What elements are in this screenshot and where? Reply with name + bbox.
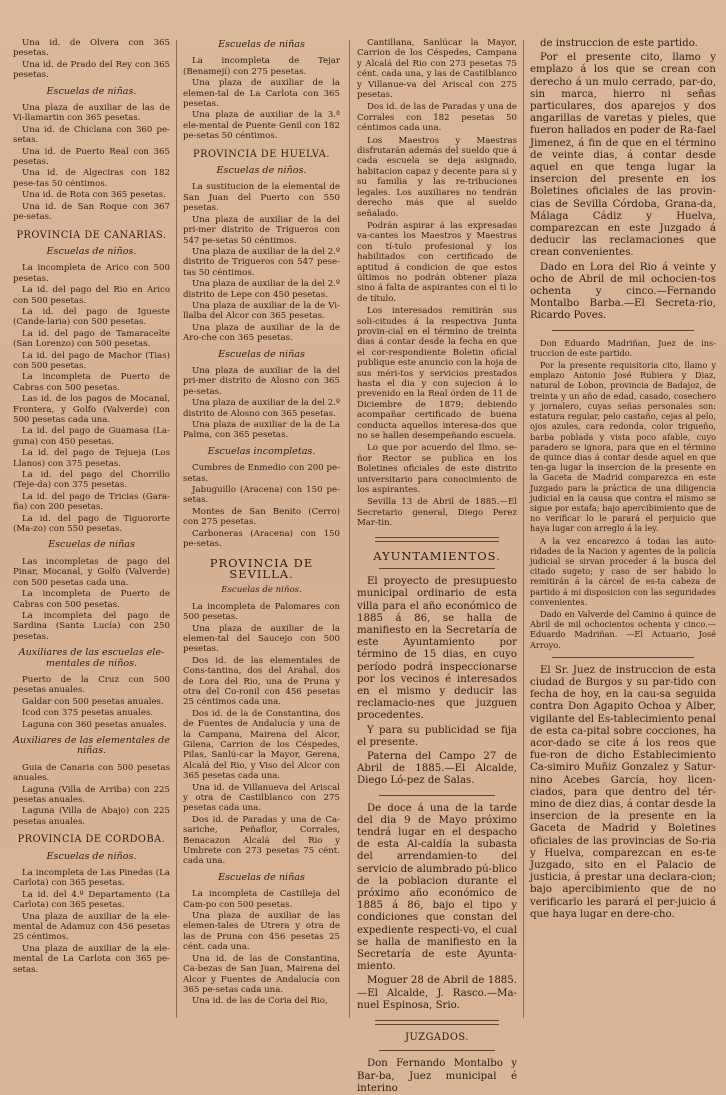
list-item: Una id. de San Roque con 367 pe-setas.	[13, 201, 170, 223]
section-heading: JUZGADOS.	[405, 1032, 469, 1043]
signature: Moguer 28 de Abril de 1885. —El Alcalde, J. Rasco.—Ma-nuel Espinosa, Srio.	[357, 975, 517, 1011]
section-heading: Escuelas de niños.	[46, 245, 137, 257]
list-item: Una plaza de auxiliar de las elemen-tales de Utrera y otra de las de Pruna con 456 pesetas 25 cént. cada una.	[183, 911, 340, 953]
list-item: Una plaza de auxiliar de la ele-mental de Adamuz con 456 pesetas 25 céntimos.	[13, 911, 170, 943]
province-heading: PROVINCIA DE SEVILLA.	[209, 556, 314, 581]
paragraph: de instruccion de este partido.	[540, 38, 698, 49]
paragraph: Por la presente requisitoria cito, llamo y emplazo Antonio José Rubiera y Diaz, natural de Lobon, provincia de Badajoz, de treinta y un año de edad, casado, cosechero y jornalero, cuyas señas personales son: estatura regular, pelo castaño, cejas al pelo, ojos azules, cara redonda, color trigueño, barba poblada y vista poco afable, cuyo paradero se ignora, para que en el término de quince dias á contar desde aquel en que ten-ga lugar la insercion de la presente en la Gaceta de Madrid comparezca en este Juzgado para la práctica de una diligencia judicial en la causa que contra el mismo se sigue por estafa; bajo apercibimiento que de no verificar lo le parará el perjuicio que haya lugar con arreglo á la ley.	[530, 360, 716, 534]
list-item: Una id. de Puerto Real con 365 pesetas.	[13, 146, 170, 168]
paragraph: Lo que por acuerdo del Ilmo. se-ñor Rector se publica en los Boletines oficiales de este distrito universitario para conocimiento de los aspirantes.	[357, 443, 517, 496]
list-item: Una plaza de auxiliar de la del pri-mer distrito de Alosno con 365 pe-setas.	[183, 365, 340, 397]
divider	[375, 1020, 499, 1025]
paragraph: Cantillana, Sanlúcar la Mayor, Carrion de los Céspedes, Campana y Alcalá del Rio con 273 pesetas 75 cént. cada una, y las de Castilblanco y Villanue-va del Ariscal con 275 pesetas.	[357, 38, 517, 101]
list-item: Laguna con 360 pesetas anuales.	[22, 719, 167, 730]
list-item: La incompleta de Puerto de Cabras con 500 pesetas.	[13, 372, 170, 393]
list-item: La id. del 4.º Departamento (La Carlota) con 365 pesetas.	[13, 889, 170, 911]
list-item: Dos id. de la de Constantina, dos de Fuentes de Andalucía y una de la Campana, Mairena del Alcor, Gilena, Carrion de los Céspedes, Pilas, Sanlú-car la Mayor, Gerena, Alcalá del Rio, y Viso del Alcor con 365 pesetas cada una.	[183, 708, 340, 782]
list-item: Una plaza de auxiliar de la del 2.º distrito de Lepe con 450 pesetas.	[183, 279, 340, 300]
list-item: Puerto de la Cruz con 500 pesetas anuales.	[13, 674, 170, 696]
list-item: Una plaza de auxiliar de la de Aro-che con 365 pesetas.	[183, 322, 340, 344]
list-item: Laguna (Villa de Arriba) con 225 pesetas anuales.	[13, 784, 170, 805]
list-item: Una plaza de auxiliar de la elemen-tal del Saucejo con 500 pesetas.	[183, 623, 340, 655]
list-item: La id. del pago del Chorrillo (Teje-da) con 375 pesetas.	[13, 470, 170, 491]
province-heading: PROVINCIA DE CORDOBA.	[17, 834, 166, 846]
column-3	[357, 38, 517, 1094]
list-item: Una id. de Chiclana con 360 pe-setas.	[13, 124, 170, 146]
list-item: La id. del pago de Igueste (Cande-laria) con 500 pesetas.	[13, 306, 170, 328]
paragraph: Por el presente cito, llamo y emplazo á los que se crean con derecho á un mulo cerrado, par-do, sin marca, hierro ni señas particulares, dos aparejos y dos angarillas de varetas y pieles, que fueron hallados en poder de Ra-fael Jimenez, á fin de que en el término de veinte dias, á contar desde aquel en que tenga lugar la insercion del presente en los Boletines oficiales de las provin-cias de Sevilla Córdoba, Grana-da, Málaga Cádiz y Huelva, comparezcan en este Juzgado á deducir las reclamaciones que crean convenientes.	[530, 52, 716, 259]
list-item: Una plaza de auxiliar de las de Vi-llamartin con 365 pesetas.	[13, 103, 170, 124]
list-item: La incompleta de Las Pinedas (La Carlota) con 365 pesetas.	[13, 868, 170, 889]
list-item: Una plaza de auxiliar de la del 2.º distrito de Trigueros con 547 pese-tas 50 céntimos.	[183, 246, 340, 278]
list-item: Jabuguillo (Aracena) con 150 pe-setas.	[183, 485, 340, 506]
paragraph: Los interesados remitirán sus soli-citudes á la respectiva Junta provin-cial en el término de treinta dias á contar desde la fecha en que el cor-respondiente Boletin oficial publique este anuncio con la hoja de sus méri-tos y servicios prestados hasta el dia y con sujecion á lo prevenido en la Real órden de 11 de Diciembre de 1879; debiendo acompañar certificado de buena conducta aquellos interesa-dos que no se hallen desempeñando escuela.	[357, 306, 517, 442]
list-item: Carboneras (Aracena) con 150 pe-setas.	[183, 528, 340, 550]
list-item: Guia de Canaria con 500 pesetas anuales.	[13, 762, 170, 784]
list-item: Una plaza de auxiliar de la elemen-tal de La Carlota con 365 pesetas.	[183, 78, 340, 110]
list-item: La id. del pago de Guamasa (La-guna) con 450 pesetas.	[13, 426, 170, 447]
column-rule	[176, 40, 177, 1018]
list-item: Una plaza de auxiliar de la 3.ª ele-mental de Puente Genil con 182 pe-setas 50 céntimos.	[183, 110, 340, 142]
section-heading: Escuelas incompletas.	[207, 445, 316, 457]
section-heading: Escuelas de niños.	[221, 585, 302, 596]
list-item: Una plaza de auxiliar de la ele-mental de La Carlota con 365 pe-setas.	[13, 943, 170, 975]
paragraph: Los Maestros y Maestras disfrutarán además del sueldo que á cada escuela se deja asignado, habitacion capaz y decente para si y su familia y las re-tribuciones legales. Los auxiliares no tendrán derecho más que al sueldo señalado.	[357, 135, 517, 219]
divider	[552, 330, 694, 331]
column-2	[183, 38, 340, 1022]
paragraph: Don Fernando Montalbo y Bar-ba, Juez municipal é interino	[357, 1058, 517, 1094]
list-item: Laguna (Villa de Abajo) con 225 pesetas anuales.	[13, 806, 170, 827]
list-item: Una id. de Rota con 365 pesetas.	[22, 190, 166, 201]
section-heading: Escuelas de niñas	[218, 348, 305, 360]
list-item: Montes de San Benito (Cerro) con 275 pesetas.	[183, 506, 340, 528]
list-item: Dos id. de Paradas y una de Ca-sariche, Peñaflor, Corrales, Benacazon Alcalá del Rio y Umbrete con 273 pesetas 75 cént. cada una.	[183, 814, 340, 867]
list-item: La id. del pago de Tricias (Gara-fia) con 200 pesetas.	[13, 491, 170, 513]
paragraph: A la vez encarezco á todas las auto-ridades de la Nacion y agentes de la policía judicial se sirvan proceder á la busca del citado sugeto; y caso de ser habido lo remitirán á la cárcel de es-ta cabeza de partido á mi disposicion con las seguridades convenientes.	[530, 535, 716, 607]
list-item: La incompleta del pago de Sardina (Santa Lucía) con 250 pesetas.	[13, 610, 170, 642]
list-item: Una id. de Prado del Rey con 365 pesetas.	[13, 59, 170, 81]
signature: Dado en Valverde del Camino á quince de Abril de mil ochocientos ochenta y cinco.—Eduardo Madriñan. —El Actuario, José Arroyo.	[530, 608, 716, 650]
divider	[375, 537, 499, 542]
paragraph: Podrán aspirar á las expresadas va-cantes los Maestros y Maestras con tí-tulo profesional y los habilitados con certificado de aptitud á condicion de que estos últimos no podrán obtener plaza sino á falta de aspirantes con el ti lo de título.	[357, 220, 517, 304]
section-heading: Escuelas de niños.	[46, 850, 137, 862]
list-item: La incompleta de Tejar (Benamejí) con 275 pesetas.	[183, 56, 340, 77]
list-item: La incompleta de Arico con 500 pesetas.	[13, 263, 170, 284]
section-heading: Escuelas de niñas	[218, 871, 305, 883]
paragraph: Y para su publicidad se fija el presente.	[357, 724, 517, 748]
divider	[379, 568, 495, 569]
section-heading: AYUNTAMIENTOS.	[373, 548, 501, 563]
list-item: Una plaza de auxiliar de la de La Palma, con 365 pesetas.	[183, 420, 340, 441]
list-item: La id. del pago de Tejueja (Los Llanos) con 375 pesetas.	[13, 448, 170, 469]
section-heading: Auxiliares de las elementales de niñas.	[13, 734, 170, 757]
list-item: Galdar con 500 pesetas anuales.	[22, 696, 164, 707]
list-item: Una id. de Olvera con 365 pesetas.	[13, 38, 170, 59]
section-heading: Escuelas de niñas.	[46, 85, 137, 97]
list-item: Una plaza de auxiliar de la de Vi-llalba del Alcor con 365 pesetas.	[183, 300, 340, 322]
column-4	[530, 38, 716, 1022]
paragraph: El proyecto de presupuesto municipal ordinario de esta villa para el año económico de 1885 á 86, se halla de manifiesto en la Secretaría de este Ayuntamiento por término de 15 dias, en cuyo período podrá inspeccionarse por los vecinos é interesados en el mismo y deducir las reclamacio-nes que juzguen procedentes.	[357, 576, 517, 722]
list-item: Una id. de las de Constantina, Ca-bezas de San Juan, Mairena del Alcor y Fuentes de Andalucía con 365 pe-setas cada una.	[183, 953, 340, 995]
list-item: La id. del pago del Rio en Arico con 500 pesetas.	[13, 285, 170, 306]
column-1	[13, 38, 170, 1022]
list-item: Una id. de las de Coria del Rio,	[192, 996, 328, 1007]
list-item: La incompleta de Palomares con 500 pesetas.	[183, 601, 340, 623]
signature: Paterna del Campo 27 de Abril de 1885.—El Alcalde, Diego Ló-pez de Salas.	[357, 750, 517, 787]
list-item: Cumbres de Enmedio con 200 pe-setas.	[183, 463, 340, 484]
section-heading: Escuelas de niños.	[216, 165, 307, 177]
divider	[379, 1050, 495, 1051]
list-item: La incompleta de Castilleja del Cam-po con 500 pesetas.	[183, 889, 340, 910]
paragraph: De doce á una de la tarde del dia 9 de Mayo próximo tendrá lugar en el despacho de esta Al-caldía la subasta del arrendamien-to del servicio de alumbrado pú-blico de la poblacion durante el próximo año económico de 1885 á 86, bajo el tipo y condiciones que constan del expediente respecti-vo, el cual se halla de manifiesto en la Secretaría de este Ayunta-miento.	[357, 802, 517, 973]
list-item: Icod con 375 pesetas anuales.	[22, 708, 154, 719]
list-item: Una id. de Villanueva del Ariscal y otra de Castilblanco con 275 pesetas cada una.	[183, 782, 340, 814]
signature: Sevilla 13 de Abril de 1885.—El Secretario general, Diego Perez Mar-tin.	[357, 497, 517, 529]
list-item: Una plaza de auxiliar de la del 2.º distrito de Alosno con 365 pesetas.	[183, 398, 340, 419]
divider	[552, 657, 694, 658]
list-item: La id. del pago de Tamaracelte (San Lorenzo) con 500 pesetas.	[13, 328, 170, 350]
list-item: La id. del pago de Tiguororte (Ma-zo) con 550 pesetas.	[13, 513, 170, 535]
paragraph: Don Eduardo Madriñan, Juez de ins-truccion de este partido.	[530, 337, 716, 358]
list-item: Dos id. de las elementales de Cons-tantina, dos del Arahal, dos de Lora del Rio, una de Pruna y otra del Co-ronil con 456 pesetas 25 céntimos cada una.	[183, 655, 340, 708]
divider	[379, 795, 495, 796]
paragraph: El Sr. Juez de instruccion de esta ciudad de Burgos y su par-tido con fecha de hoy, en la cau-sa seguida contra Don Agapito Ochoa y Alber, vigilante del Es-tablecimiento penal de esta ca-pital sobre cocciones, ha acor-dado se cite á los reos que fue-ron de dicho Establecimiento Ca-simiro Muñiz Gonzalez y Satur-nino Acebes García, hoy licen-ciados, para que dentro del tér-mino de diez dias, á contar desde la insercion de la presente en la Gaceta de Madrid y Boletines oficiales de las provincias de So-ria y Huelva, comparezcan en es-te Juzgado, sito en el Palacio de justicia, á prestar una declara-cion; bajo apercibimiento que de no verificarlo les parará el per-juicio á que haya lugar en dere-cho.	[530, 664, 716, 920]
list-item: Una plaza de auxiliar de la del pri-mer distrito de Trigueros con 547 pe-setas 50 céntimos.	[183, 214, 340, 246]
province-heading: PROVINCIA DE CANARIAS.	[16, 229, 167, 241]
list-item: La sustitucion de la elemental de San Juan del Puerto con 550 pesetas.	[183, 182, 340, 214]
province-heading: PROVINCIA DE HUELVA.	[193, 148, 330, 160]
list-item: Las incompletas de pago del Pinar, Mocanal, y Golfo (Valverde) con 500 pesetas cada una.	[13, 556, 170, 588]
list-item: Una id. de Algeciras con 182 pese-tas 50 céntimos.	[13, 168, 170, 189]
section-heading: Escuelas de niñas	[218, 39, 305, 50]
signature: Dado en Lora del Rio á veinte y ocho de Abril de mil ochocien-tos ochenta y cinco.—Fernando Montalbo Barba.—El Secreta-rio, Ricardo Poves.	[530, 261, 716, 322]
list-item: La incompleta de Puerto de Cabras con 500 pesetas.	[13, 589, 170, 610]
section-heading: Auxiliares de las escuelas ele-mentales de niños.	[18, 647, 165, 669]
column-rule	[349, 40, 350, 1018]
column-rule	[523, 40, 524, 1018]
list-item: Las id. de los pagos de Mocanal, Frontera, y Golfo (Valverde) con 500 pesetas cada una.	[13, 394, 170, 425]
paragraph: Dos id. de las de Paradas y una de Corrales con 182 pesetas 50 céntimos cada una.	[357, 102, 517, 134]
list-item: La id. del pago de Machor (Tias) con 500 pesetas.	[13, 350, 170, 371]
section-heading: Escuelas de niñas	[48, 539, 135, 551]
